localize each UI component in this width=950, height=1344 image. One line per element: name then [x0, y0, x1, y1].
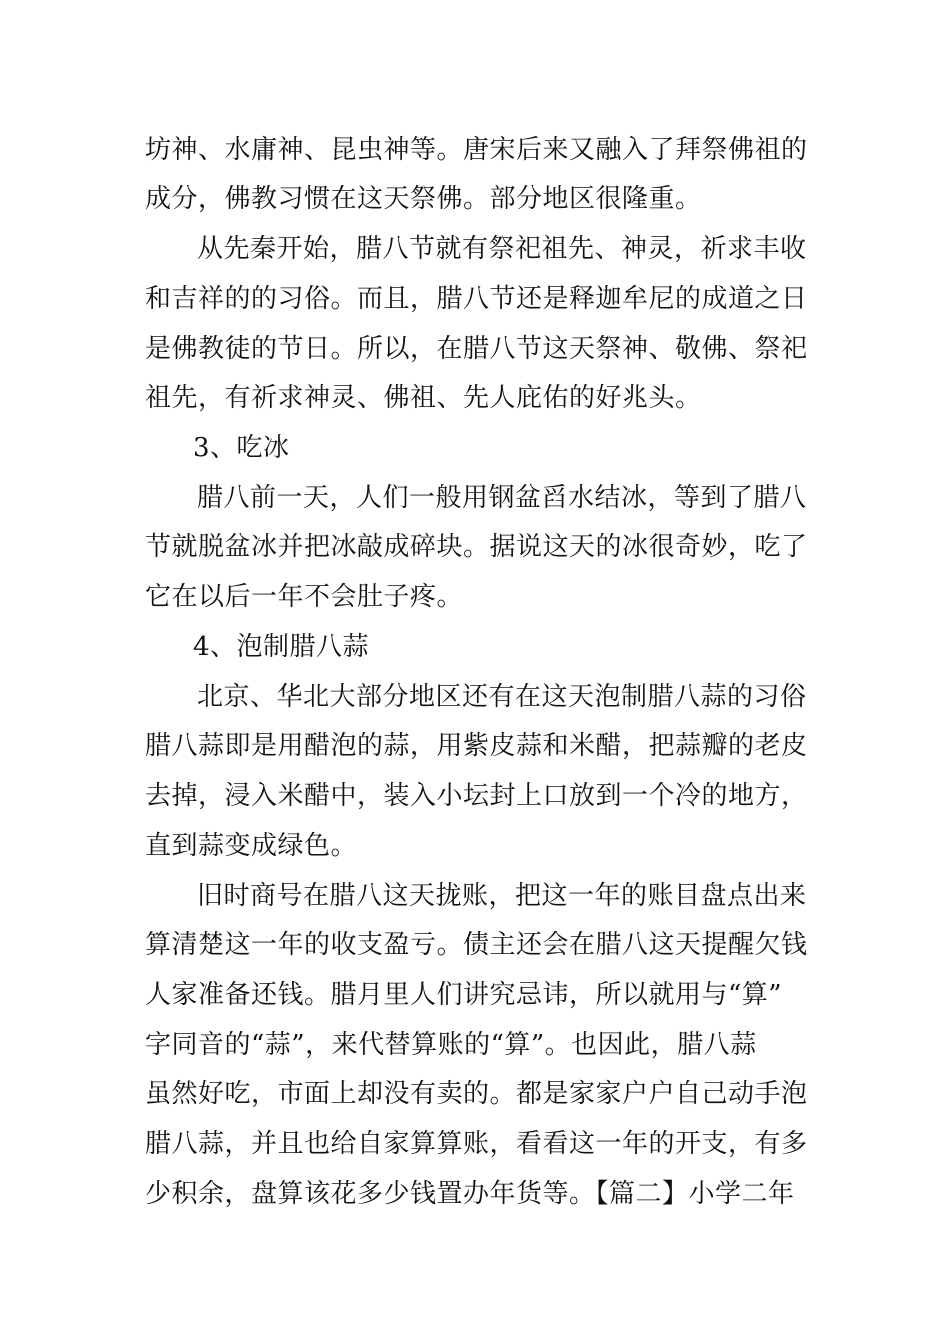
- text-line: 节就脱盆冰并把冰敲成碎块。据说这天的冰很奇妙，吃了: [145, 532, 808, 562]
- text-line: 腊八蒜，并且也给自家算算账，看看这一年的开支，有多: [145, 1129, 808, 1159]
- text-line: 少积余，盘算该花多少钱置办年货等。【篇二】小学二年: [145, 1179, 795, 1209]
- paragraph-start-line: 腊八前一天，人们一般用钢盆舀水结冰，等到了腊八: [197, 483, 807, 513]
- text-line: 人家准备还钱。腊月里人们讲究忌讳，所以就用与“算”: [145, 980, 783, 1010]
- text-line: 虽然好吃，市面上却没有卖的。都是家家户户自己动手泡: [145, 1079, 808, 1109]
- paragraph-start-line: 北京、华北大部分地区还有在这天泡制腊八蒜的习俗: [197, 682, 807, 712]
- text-line: 去掉，浸入米醋中，装入小坛封上口放到一个冷的地方，: [145, 781, 808, 811]
- text-line: 成分，佛教习惯在这天祭佛。部分地区很隆重。: [145, 184, 702, 214]
- text-line: 腊八蒜即是用醋泡的蒜，用紫皮蒜和米醋，把蒜瓣的老皮: [145, 731, 808, 761]
- paragraph-start-line: 旧时商号在腊八这天拢账，把这一年的账目盘点出来: [197, 881, 807, 911]
- text-line: 字同音的“蒜”，来代替算账的“算”。也因此，腊八蒜: [145, 1030, 757, 1060]
- section-heading: 3、吃冰: [193, 433, 290, 463]
- section-heading: 4、泡制腊八蒜: [193, 632, 370, 662]
- paragraph-start-line: 从先秦开始，腊八节就有祭祀祖先、神灵，祈求丰收: [197, 234, 807, 264]
- text-line: 它在以后一年不会肚子疼。: [145, 582, 464, 612]
- text-line: 坊神、水庸神、昆虫神等。唐宋后来又融入了拜祭佛祖的: [145, 135, 808, 165]
- text-line: 祖先，有祈求神灵、佛祖、先人庇佑的好兆头。: [145, 383, 702, 413]
- text-line: 是佛教徒的节日。所以，在腊八节这天祭神、敬佛、祭祀: [145, 334, 808, 364]
- text-line: 算清楚这一年的收支盈亏。债主还会在腊八这天提醒欠钱: [145, 930, 808, 960]
- text-line: 和吉祥的的习俗。而且，腊八节还是释迦牟尼的成道之日: [145, 284, 808, 314]
- text-line: 直到蒜变成绿色。: [145, 831, 358, 861]
